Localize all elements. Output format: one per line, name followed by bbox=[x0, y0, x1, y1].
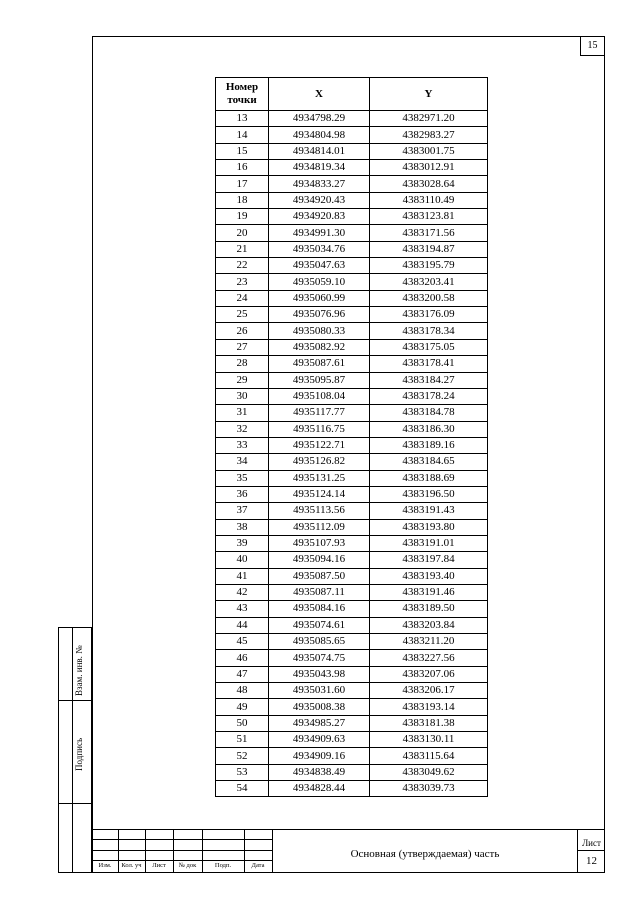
y-cell: 4383207.06 bbox=[370, 666, 488, 682]
stamp-grid bbox=[92, 829, 272, 873]
table-row bbox=[216, 323, 488, 339]
point-number-cell: 30 bbox=[216, 388, 269, 404]
point-number-cell: 31 bbox=[216, 405, 269, 421]
table-row bbox=[216, 111, 488, 127]
table-row bbox=[216, 650, 488, 666]
stamp-title: Основная (утверждаемая) часть bbox=[272, 829, 577, 873]
x-cell: 4935084.16 bbox=[269, 601, 370, 617]
x-cell: 4934909.16 bbox=[269, 748, 370, 764]
y-cell: 4383181.38 bbox=[370, 715, 488, 731]
x-cell: 4934991.30 bbox=[269, 225, 370, 241]
x-cell: 4934838.49 bbox=[269, 764, 370, 780]
point-number-cell: 13 bbox=[216, 111, 269, 127]
x-cell: 4935060.99 bbox=[269, 290, 370, 306]
y-cell: 4383039.73 bbox=[370, 781, 488, 797]
point-number-cell: 28 bbox=[216, 356, 269, 372]
point-number-cell: 17 bbox=[216, 176, 269, 192]
y-cell: 4383193.14 bbox=[370, 699, 488, 715]
x-cell: 4935122.71 bbox=[269, 437, 370, 453]
y-cell: 4383178.34 bbox=[370, 323, 488, 339]
point-number-cell: 26 bbox=[216, 323, 269, 339]
table-row bbox=[216, 274, 488, 290]
table-row bbox=[216, 437, 488, 453]
point-number-cell: 29 bbox=[216, 372, 269, 388]
x-cell: 4934833.27 bbox=[269, 176, 370, 192]
x-cell: 4935112.09 bbox=[269, 519, 370, 535]
point-number-cell: 35 bbox=[216, 470, 269, 486]
table-row bbox=[216, 209, 488, 225]
header-y: Y bbox=[370, 78, 488, 111]
table-row bbox=[216, 356, 488, 372]
point-number-cell: 38 bbox=[216, 519, 269, 535]
x-cell: 4935076.96 bbox=[269, 307, 370, 323]
table-row bbox=[216, 683, 488, 699]
x-cell: 4935074.75 bbox=[269, 650, 370, 666]
table-row bbox=[216, 339, 488, 355]
y-cell: 4383191.01 bbox=[370, 535, 488, 551]
point-number-cell: 50 bbox=[216, 715, 269, 731]
inv-label: Взам. инв. № bbox=[74, 645, 84, 696]
point-number-cell: 33 bbox=[216, 437, 269, 453]
point-number-cell: 43 bbox=[216, 601, 269, 617]
y-cell: 4383203.41 bbox=[370, 274, 488, 290]
x-cell: 4935107.93 bbox=[269, 535, 370, 551]
y-cell: 4383178.24 bbox=[370, 388, 488, 404]
stamp-label-izm: Изм. bbox=[98, 862, 112, 869]
stamp-label-date: Дата bbox=[251, 862, 265, 869]
y-cell: 4383110.49 bbox=[370, 192, 488, 208]
stamp-line bbox=[92, 829, 272, 830]
stamp-label-sign: Подп. bbox=[214, 862, 232, 869]
point-number-cell: 39 bbox=[216, 535, 269, 551]
table-row bbox=[216, 241, 488, 257]
point-number-cell: 40 bbox=[216, 552, 269, 568]
x-cell: 4935085.65 bbox=[269, 634, 370, 650]
table-row bbox=[216, 748, 488, 764]
point-number-cell: 24 bbox=[216, 290, 269, 306]
y-cell: 4383184.65 bbox=[370, 454, 488, 470]
point-number-cell: 37 bbox=[216, 503, 269, 519]
point-number-cell: 21 bbox=[216, 241, 269, 257]
x-cell: 4935131.25 bbox=[269, 470, 370, 486]
x-cell: 4935116.75 bbox=[269, 421, 370, 437]
y-cell: 4383227.56 bbox=[370, 650, 488, 666]
point-number-cell: 16 bbox=[216, 160, 269, 176]
point-number-cell: 20 bbox=[216, 225, 269, 241]
table-row bbox=[216, 290, 488, 306]
y-cell: 4383189.16 bbox=[370, 437, 488, 453]
table-row bbox=[216, 617, 488, 633]
x-cell: 4935087.11 bbox=[269, 584, 370, 600]
table-row bbox=[216, 454, 488, 470]
point-number-cell: 48 bbox=[216, 683, 269, 699]
point-number-cell: 19 bbox=[216, 209, 269, 225]
table-row bbox=[216, 552, 488, 568]
sign-label: Подпись bbox=[74, 737, 84, 771]
y-cell: 4383200.58 bbox=[370, 290, 488, 306]
table-row bbox=[216, 388, 488, 404]
y-cell: 4383197.84 bbox=[370, 552, 488, 568]
point-number-cell: 32 bbox=[216, 421, 269, 437]
header-x: X bbox=[269, 78, 370, 111]
table-row bbox=[216, 405, 488, 421]
stamp-label-kol: Кол. уч bbox=[121, 862, 142, 869]
x-cell: 4935059.10 bbox=[269, 274, 370, 290]
point-number-cell: 45 bbox=[216, 634, 269, 650]
table-row bbox=[216, 176, 488, 192]
x-cell: 4935031.60 bbox=[269, 683, 370, 699]
table-row bbox=[216, 535, 488, 551]
stamp-label-doc: № док bbox=[178, 862, 197, 869]
table-row bbox=[216, 764, 488, 780]
point-number-cell: 34 bbox=[216, 454, 269, 470]
page-number: 15 bbox=[580, 36, 605, 56]
table-row bbox=[216, 781, 488, 797]
x-cell: 4935094.16 bbox=[269, 552, 370, 568]
table-row bbox=[216, 421, 488, 437]
point-number-cell: 44 bbox=[216, 617, 269, 633]
x-cell: 4934798.29 bbox=[269, 111, 370, 127]
y-cell: 4383193.80 bbox=[370, 519, 488, 535]
stamp-line bbox=[92, 850, 272, 851]
y-cell: 4383189.50 bbox=[370, 601, 488, 617]
coordinates-body bbox=[216, 111, 488, 797]
y-cell: 4383191.46 bbox=[370, 584, 488, 600]
point-number-cell: 14 bbox=[216, 127, 269, 143]
x-cell: 4935082.92 bbox=[269, 339, 370, 355]
point-number-cell: 51 bbox=[216, 732, 269, 748]
table-row bbox=[216, 486, 488, 502]
y-cell: 4383171.56 bbox=[370, 225, 488, 241]
point-number-cell: 27 bbox=[216, 339, 269, 355]
y-cell: 4383176.09 bbox=[370, 307, 488, 323]
point-number-cell: 18 bbox=[216, 192, 269, 208]
point-number-cell: 15 bbox=[216, 143, 269, 159]
x-cell: 4934804.98 bbox=[269, 127, 370, 143]
y-cell: 4383178.41 bbox=[370, 356, 488, 372]
y-cell: 4383130.11 bbox=[370, 732, 488, 748]
table-row bbox=[216, 160, 488, 176]
y-cell: 4383184.78 bbox=[370, 405, 488, 421]
y-cell: 4383206.17 bbox=[370, 683, 488, 699]
point-number-cell: 46 bbox=[216, 650, 269, 666]
x-cell: 4935113.56 bbox=[269, 503, 370, 519]
table-row bbox=[216, 584, 488, 600]
point-number-cell: 52 bbox=[216, 748, 269, 764]
table-row bbox=[216, 127, 488, 143]
point-number-cell: 22 bbox=[216, 258, 269, 274]
stamp-label-list: Лист bbox=[152, 862, 166, 869]
y-cell: 4383123.81 bbox=[370, 209, 488, 225]
x-cell: 4935117.77 bbox=[269, 405, 370, 421]
table-row bbox=[216, 192, 488, 208]
y-cell: 4383195.79 bbox=[370, 258, 488, 274]
x-cell: 4934819.34 bbox=[269, 160, 370, 176]
point-number-cell: 23 bbox=[216, 274, 269, 290]
x-cell: 4935108.04 bbox=[269, 388, 370, 404]
table-row bbox=[216, 732, 488, 748]
x-cell: 4935047.63 bbox=[269, 258, 370, 274]
x-cell: 4934828.44 bbox=[269, 781, 370, 797]
x-cell: 4935080.33 bbox=[269, 323, 370, 339]
y-cell: 4383115.64 bbox=[370, 748, 488, 764]
point-number-cell: 41 bbox=[216, 568, 269, 584]
sheet-divider bbox=[578, 850, 605, 851]
table-row bbox=[216, 258, 488, 274]
table-row bbox=[216, 634, 488, 650]
table-row bbox=[216, 699, 488, 715]
table-row bbox=[216, 372, 488, 388]
x-cell: 4934814.01 bbox=[269, 143, 370, 159]
coordinates-table bbox=[215, 77, 488, 797]
point-number-cell: 42 bbox=[216, 584, 269, 600]
x-cell: 4935043.98 bbox=[269, 666, 370, 682]
y-cell: 4383203.84 bbox=[370, 617, 488, 633]
y-cell: 4383211.20 bbox=[370, 634, 488, 650]
x-cell: 4935087.61 bbox=[269, 356, 370, 372]
title-block bbox=[92, 829, 605, 873]
x-cell: 4934920.83 bbox=[269, 209, 370, 225]
table-row bbox=[216, 568, 488, 584]
point-number-cell: 47 bbox=[216, 666, 269, 682]
y-cell: 4383012.91 bbox=[370, 160, 488, 176]
y-cell: 4383193.40 bbox=[370, 568, 488, 584]
x-cell: 4934985.27 bbox=[269, 715, 370, 731]
point-number-cell: 54 bbox=[216, 781, 269, 797]
x-cell: 4935095.87 bbox=[269, 372, 370, 388]
table-row bbox=[216, 601, 488, 617]
y-cell: 4383175.05 bbox=[370, 339, 488, 355]
x-cell: 4935034.76 bbox=[269, 241, 370, 257]
y-cell: 4383049.62 bbox=[370, 764, 488, 780]
y-cell: 4383028.64 bbox=[370, 176, 488, 192]
point-number-cell: 49 bbox=[216, 699, 269, 715]
sheet-number: 12 bbox=[586, 855, 597, 867]
header-point-number: Номер точки bbox=[216, 78, 269, 111]
table-row bbox=[216, 143, 488, 159]
y-cell: 4383196.50 bbox=[370, 486, 488, 502]
y-cell: 4383194.87 bbox=[370, 241, 488, 257]
x-cell: 4934920.43 bbox=[269, 192, 370, 208]
x-cell: 4935124.14 bbox=[269, 486, 370, 502]
point-number-cell: 53 bbox=[216, 764, 269, 780]
y-cell: 4382983.27 bbox=[370, 127, 488, 143]
table-header-row bbox=[216, 78, 488, 111]
y-cell: 4383191.43 bbox=[370, 503, 488, 519]
table-row bbox=[216, 519, 488, 535]
table-row bbox=[216, 715, 488, 731]
side-strip bbox=[58, 627, 92, 873]
stamp-line bbox=[92, 860, 272, 861]
table-row bbox=[216, 503, 488, 519]
x-cell: 4935087.50 bbox=[269, 568, 370, 584]
table-row bbox=[216, 307, 488, 323]
stamp-sheet bbox=[577, 829, 605, 873]
x-cell: 4935126.82 bbox=[269, 454, 370, 470]
x-cell: 4934909.63 bbox=[269, 732, 370, 748]
y-cell: 4383188.69 bbox=[370, 470, 488, 486]
stamp-line bbox=[92, 839, 272, 840]
x-cell: 4935008.38 bbox=[269, 699, 370, 715]
y-cell: 4383186.30 bbox=[370, 421, 488, 437]
point-number-cell: 36 bbox=[216, 486, 269, 502]
point-number-cell: 25 bbox=[216, 307, 269, 323]
x-cell: 4935074.61 bbox=[269, 617, 370, 633]
y-cell: 4383001.75 bbox=[370, 143, 488, 159]
y-cell: 4382971.20 bbox=[370, 111, 488, 127]
table-row bbox=[216, 225, 488, 241]
table-row bbox=[216, 470, 488, 486]
sheet-label: Лист bbox=[582, 838, 601, 848]
table-row bbox=[216, 666, 488, 682]
y-cell: 4383184.27 bbox=[370, 372, 488, 388]
